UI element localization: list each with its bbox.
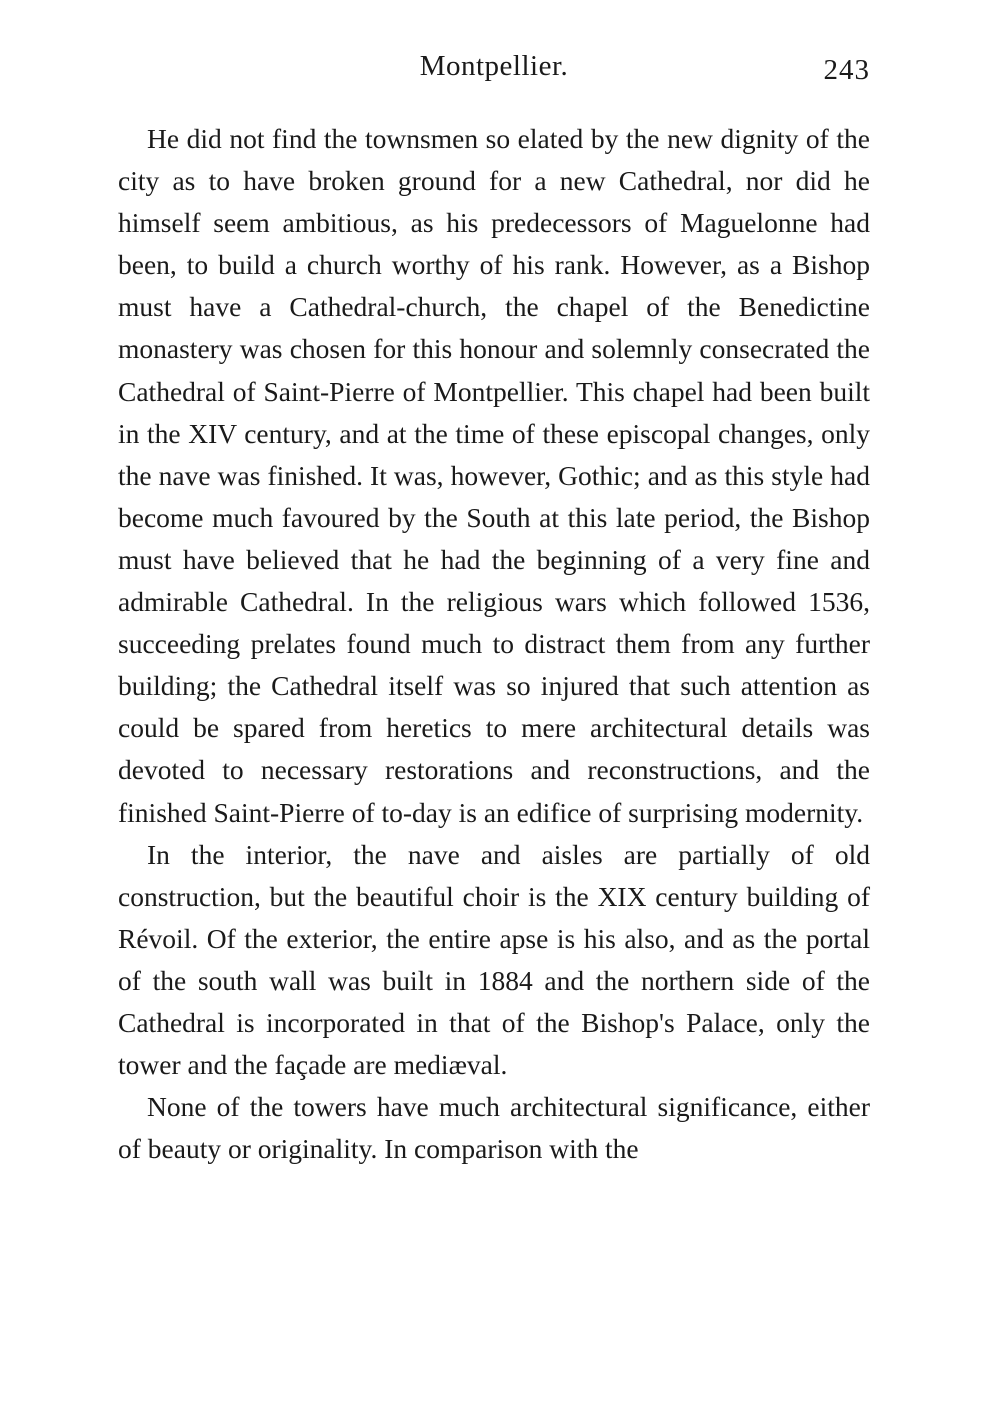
paragraph-interior-exterior: In the interior, the nave and aisles are partially of old construction, but the beautiful choir is the XIX century building of Révoil. Of the exterior, the entire apse is his also, and as the portal of the south wall was built in 1884 and the northern side of the Cathedral is incorporated in that of the Bishop's Palace, only the tower and the façade are mediæval. — [118, 838, 870, 1081]
paragraph-towers: None of the towers have much architectural significance, either of beauty or originality. In comparison with the — [118, 1091, 870, 1165]
body-text — [118, 118, 870, 1170]
running-header — [118, 50, 870, 94]
paragraph-cathedral-history: He did not find the townsmen so elated by the new dignity of the city as to have broken ground for a new Cathedral, nor did he himself seem ambitious, as his predecessors of Maguelonne had been, to build a church worthy of his rank. However, as a Bishop must have a Cathedral-church, the chapel of the Benedictine monastery was chosen for this honour and solemnly consecrated the Cathedral of Saint-Pierre of Montpellier. This chapel had been built in the XIV century, and at the time of these episcopal changes, only the nave was finished. It was, however, Gothic; and as this style had become much favoured by the South at this late period, the Bishop must have believed that he had the beginning of a very fine and admirable Cathedral. In the religious wars which followed 1536, succeeding prelates found much to distract them from any further building; the Cathedral itself was so injured that such attention as could be spared from heretics to mere architectural details was devoted to necessary restorations and reconstructions, and the finished Saint-Pierre of to-day is an edifice of surprising modernity. — [118, 123, 870, 828]
page-number: 243 — [823, 54, 870, 86]
book-page — [118, 50, 870, 1170]
chapter-title: Montpellier. — [419, 50, 569, 82]
